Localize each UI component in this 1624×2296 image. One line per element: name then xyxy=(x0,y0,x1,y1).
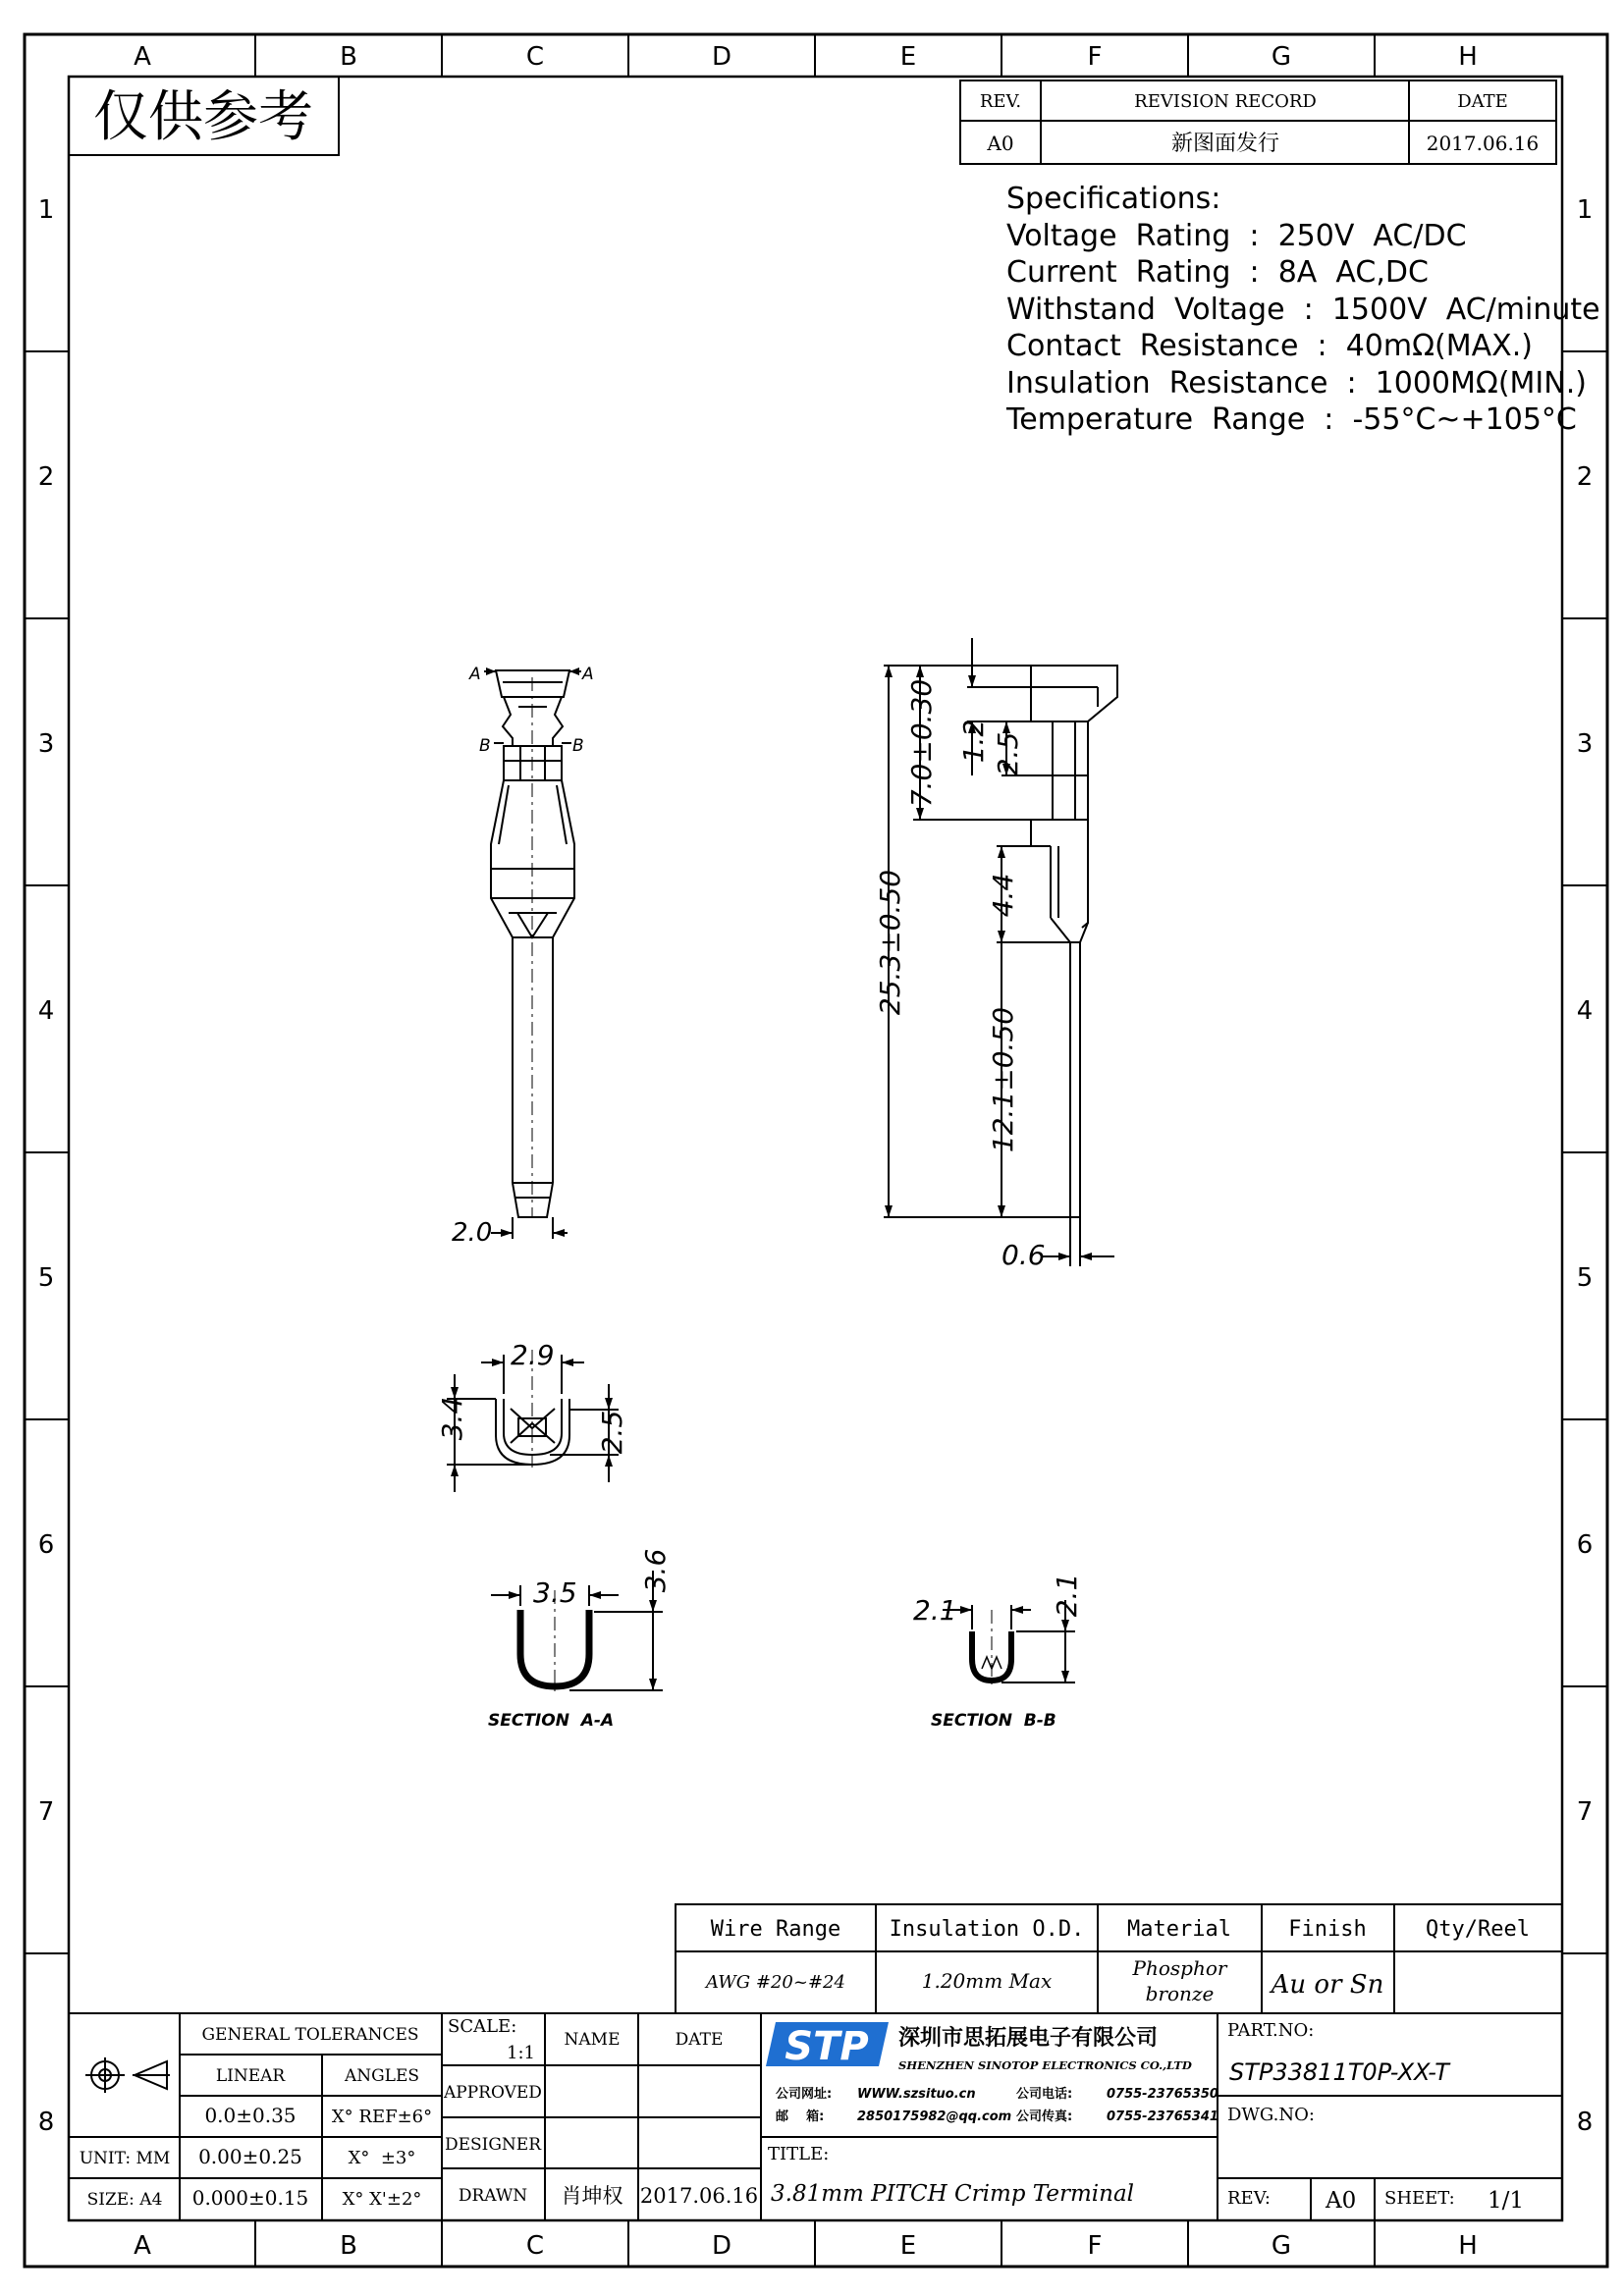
row-label-4: 4 xyxy=(37,996,55,1026)
general-tolerances-label: GENERAL TOLERANCES xyxy=(201,2025,419,2045)
approved-label: APPROVED xyxy=(444,2083,542,2103)
marker-b-left: B xyxy=(479,736,491,756)
dim-section-b-height: 2.1 xyxy=(1051,1573,1083,1618)
marker-a-right: A xyxy=(582,665,594,684)
approval-block xyxy=(443,2016,758,2208)
header-material: Material xyxy=(1127,1917,1231,1942)
revision-table-text xyxy=(980,91,1539,156)
company-phone-label: 公司电话: xyxy=(1016,2087,1073,2102)
value-material-box xyxy=(1100,1955,1260,2012)
dim-2-5: 2.5 xyxy=(992,731,1024,776)
unit-label: UNIT: MM xyxy=(79,2149,171,2168)
row-label-2-right: 2 xyxy=(1576,462,1594,492)
spec-current: Current Rating : 8A AC,DC xyxy=(1006,255,1429,290)
company-web: WWW.szsituo.cn xyxy=(857,2087,976,2102)
col-label-e: E xyxy=(899,42,917,72)
dim-1-2: 1.2 xyxy=(957,719,990,764)
company-mail: 2850175982@qq.com xyxy=(857,2109,1012,2124)
sheet-label: SHEET: xyxy=(1384,2188,1455,2209)
col-label-e-bottom: E xyxy=(899,2231,917,2261)
header-insulation-od: Insulation O.D. xyxy=(889,1917,1085,1942)
scale-value: 1:1 xyxy=(507,2043,535,2063)
revision-record-value: 新图面发行 xyxy=(1170,132,1280,156)
dim-4-4: 4.4 xyxy=(987,873,1019,918)
row-label-2: 2 xyxy=(37,462,55,492)
row-label-6: 6 xyxy=(37,1530,55,1560)
arrow-2-left xyxy=(501,1229,513,1237)
row-label-8-right: 8 xyxy=(1576,2108,1594,2137)
rev-label: REV: xyxy=(1227,2188,1271,2209)
spec-withstand: Withstand Voltage : 1500V AC/minute xyxy=(1006,293,1600,327)
row-labels-right xyxy=(1577,195,1594,2137)
projection-symbol-icon xyxy=(85,2057,170,2093)
tol-angle-2: X° ±3° xyxy=(348,2148,416,2168)
row-dividers xyxy=(25,351,1607,1953)
tol-linear-3: 0.000±0.15 xyxy=(191,2186,309,2210)
value-insulation-od: 1.20mm Max xyxy=(921,1969,1053,1993)
spec-temperature: Temperature Range : -55°C~+105°C xyxy=(1006,402,1577,437)
header-finish: Finish xyxy=(1288,1917,1367,1942)
row-labels-left xyxy=(38,195,55,2137)
company-mail-label: 邮 箱: xyxy=(776,2109,825,2124)
drawn-by-name: 肖坤权 xyxy=(561,2184,623,2208)
value-material: Phosphor bronze xyxy=(1132,1956,1227,2005)
company-fax-label: 公司传真: xyxy=(1016,2109,1073,2124)
dim-end-height-right: 2.5 xyxy=(596,1410,628,1455)
spec-title: Specifications: xyxy=(1006,182,1221,216)
part-no-label: PART.NO: xyxy=(1227,2020,1315,2041)
col-label-d-bottom: D xyxy=(711,2231,732,2261)
row-label-5-right: 5 xyxy=(1576,1263,1594,1293)
dim-section-a-height: 3.6 xyxy=(639,1548,672,1593)
value-wire-range: AWG #20~#24 xyxy=(706,1972,845,1993)
marker-a-left: A xyxy=(469,665,481,684)
side-view-dims xyxy=(874,679,1046,1271)
rev-header: REV. xyxy=(979,91,1022,112)
section-a-label: SECTION A-A xyxy=(488,1711,615,1731)
company-web-label: 公司网址: xyxy=(776,2087,833,2102)
row-label-7: 7 xyxy=(37,1797,55,1827)
angles-label: ANGLES xyxy=(344,2066,420,2086)
dim-section-a-width: 3.5 xyxy=(533,1576,577,1609)
header-qty-reel: Qty/Reel xyxy=(1426,1917,1530,1942)
arrow-2-right xyxy=(553,1229,565,1237)
col-label-h-bottom: H xyxy=(1458,2231,1478,2261)
col-label-a: A xyxy=(134,42,151,72)
section-markers xyxy=(468,665,594,756)
marker-b-right: B xyxy=(572,736,584,756)
dim-pin-length: 12.1±0.50 xyxy=(987,1006,1019,1153)
row-label-1-right: 1 xyxy=(1576,195,1594,225)
column-labels-bottom xyxy=(134,2231,1478,2261)
col-label-c-bottom: C xyxy=(525,2231,545,2261)
row-label-5: 5 xyxy=(37,1263,55,1293)
col-label-f-bottom: F xyxy=(1087,2231,1103,2261)
name-label: NAME xyxy=(564,2030,621,2050)
title-label: TITLE: xyxy=(768,2144,830,2164)
col-label-b: B xyxy=(340,42,357,72)
tol-linear-2: 0.00±0.25 xyxy=(198,2145,302,2168)
dim-end-width: 2.9 xyxy=(511,1339,555,1371)
company-logo-text: STP xyxy=(785,2024,869,2069)
spec-voltage: Voltage Rating : 250V AC/DC xyxy=(1006,219,1467,253)
section-b-label: SECTION B-B xyxy=(931,1711,1056,1731)
dim-section-b-width: 2.1 xyxy=(913,1594,957,1627)
revision-date-value: 2017.06.16 xyxy=(1426,132,1540,155)
dim-pin-dia: 0.6 xyxy=(1001,1239,1046,1271)
company-name-en: SHENZHEN SINOTOP ELECTRONICS CO.,LTD xyxy=(898,2058,1192,2072)
specifications xyxy=(1005,182,1600,437)
date-label: DATE xyxy=(675,2030,724,2050)
row-label-7-right: 7 xyxy=(1576,1797,1594,1827)
section-a-a-text xyxy=(488,1549,672,1731)
arrow-a-right xyxy=(569,667,579,675)
col-label-a-bottom: A xyxy=(134,2231,151,2261)
dim-overall-length: 25.3±0.50 xyxy=(874,869,906,1016)
designer-label: DESIGNER xyxy=(444,2135,542,2155)
row-label-1: 1 xyxy=(37,195,55,225)
col-label-c: C xyxy=(525,42,545,72)
date-header: DATE xyxy=(1457,91,1508,112)
drawn-date: 2017.06.16 xyxy=(639,2184,759,2208)
sheet-number: 1/1 xyxy=(1488,2188,1525,2214)
header-wire-range: Wire Range xyxy=(710,1917,841,1942)
col-label-h: H xyxy=(1458,42,1478,72)
col-label-g-bottom: G xyxy=(1271,2231,1292,2261)
company-fax: 0755-23765341 xyxy=(1107,2109,1218,2124)
dim-crimp-zone: 7.0±0.30 xyxy=(905,678,938,808)
rev-value: A0 xyxy=(987,132,1014,155)
dim-front-width: 2.0 xyxy=(452,1218,493,1248)
dwg-no-label: DWG.NO: xyxy=(1227,2105,1315,2125)
row-label-4-right: 4 xyxy=(1576,996,1594,1026)
scale-label: SCALE: xyxy=(448,2016,517,2037)
tol-angle-1: X° REF±6° xyxy=(331,2107,433,2127)
drawn-label: DRAWN xyxy=(458,2186,528,2206)
tol-linear-1: 0.0±0.35 xyxy=(204,2104,297,2127)
company-logo xyxy=(766,2022,889,2069)
col-label-d: D xyxy=(711,42,732,72)
arrow-a-left xyxy=(486,667,496,675)
dim-end-height-left: 3.4 xyxy=(436,1396,468,1441)
row-label-8: 8 xyxy=(37,2108,55,2137)
col-label-b-bottom: B xyxy=(340,2231,357,2261)
company-phone: 0755-23765350 xyxy=(1107,2087,1218,2102)
reference-stamp: 仅供参考 xyxy=(93,85,313,149)
revision-record-header: REVISION RECORD xyxy=(1134,91,1317,112)
spec-insulation: Insulation Resistance : 1000MΩ(MIN.) xyxy=(1006,366,1587,400)
company-name-cn: 深圳市思拓展电子有限公司 xyxy=(898,2026,1159,2051)
terminal-front-view xyxy=(484,670,581,1239)
row-label-3: 3 xyxy=(37,729,55,759)
drawing-title: 3.81mm PITCH Crimp Terminal xyxy=(771,2181,1135,2207)
product-table-values xyxy=(704,1955,1383,2012)
col-label-f: F xyxy=(1087,42,1103,72)
tol-angle-3: X° X'±2° xyxy=(342,2189,422,2210)
tolerance-block xyxy=(80,2025,432,2210)
linear-label: LINEAR xyxy=(215,2066,286,2086)
part-number: STP33811T0P-XX-T xyxy=(1229,2058,1449,2086)
row-label-3-right: 3 xyxy=(1576,729,1594,759)
value-finish: Au or Sn xyxy=(1271,1970,1384,2000)
size-label: SIZE: A4 xyxy=(86,2190,163,2210)
col-label-g: G xyxy=(1271,42,1292,72)
spec-contact: Contact Resistance : 40mΩ(MAX.) xyxy=(1006,329,1533,363)
product-table-headers xyxy=(711,1917,1530,1942)
row-label-6-right: 6 xyxy=(1576,1530,1594,1560)
section-b-b-text xyxy=(913,1574,1083,1731)
column-labels-top xyxy=(134,42,1478,72)
rev-number: A0 xyxy=(1326,2188,1357,2214)
